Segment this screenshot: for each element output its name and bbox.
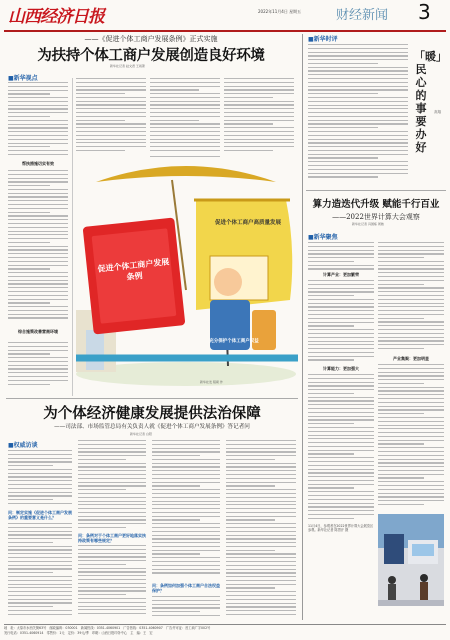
lower-text-col1-a — [8, 450, 72, 508]
computing-head-2: 计算能力：更加强大 — [323, 366, 359, 371]
lead-text-col3-a — [150, 78, 220, 156]
lower-question-3: 问：条例如何加强个体工商户合法权益保护？ — [152, 583, 220, 593]
lower-tag: ■权威访谈 — [8, 442, 38, 449]
computing-subtitle: ——2022世界计算大会观察 — [332, 213, 420, 221]
cartoon-banner-text: 充分保护个体工商户权益 — [209, 339, 259, 344]
lower-question-2: 问：条例对于个体工商户更好地落实扶持政策有哪些规定？ — [78, 533, 146, 543]
photo-caption: 11月4日，参观者在2022世界计算大会展览区参观。新华社记者 陈思汗 摄 — [308, 524, 374, 533]
editorial-cartoon — [76, 160, 298, 392]
lower-text-col2-b — [78, 545, 146, 619]
expo-photo — [378, 514, 444, 606]
cartoon-book-title: 促进个体工商户发展条例 — [97, 256, 170, 282]
lead-text-col1-a — [8, 82, 68, 160]
computing-head-3: 产业集聚：更加明显 — [393, 356, 429, 361]
lower-text-col1-b — [8, 523, 72, 619]
lead-text-col1-c — [8, 342, 68, 390]
photo-image — [378, 514, 444, 606]
lower-question-1: 问：制定实施《促进个体工商户发展条例》的重要意义是什么？ — [8, 510, 72, 520]
computing-tag: ■新华聚焦 — [308, 234, 338, 241]
right-section-rule — [306, 190, 446, 191]
lead-text-col1-b — [8, 170, 68, 325]
lower-text-col4 — [226, 440, 296, 620]
lower-subtitle: ——司法部、市场监管总局有关负责人就《促进个体工商户发展条例》答记者问 — [54, 424, 250, 430]
computing-head-1: 计算产业：更加繁荣 — [323, 272, 359, 277]
footer-line-2: 发行电话：0351-4060914 零售价：1元 定价：39元/季 印刷：山西日报印务中心 主 编：王 宏 — [4, 630, 153, 635]
computing-text-col2-b — [378, 364, 444, 512]
computing-text-col1-b — [308, 280, 374, 366]
lower-text-col2-a — [78, 440, 146, 532]
right-column-rule — [302, 34, 303, 620]
cartoon-credit: 新华社发 程硕 作 — [200, 380, 223, 384]
lower-text-col3-b — [152, 596, 220, 620]
issue-date: 2022年11月4日 星期五 — [258, 9, 302, 14]
lead-text-col2-a — [76, 78, 146, 156]
lead-text-col3-b — [150, 156, 220, 160]
commentary-title: 「暖」民心的事要办好 — [414, 50, 447, 154]
page-footer — [4, 624, 446, 635]
newspaper-logo: 山西经济日报 — [8, 7, 104, 27]
computing-headline: 算力造迭代升级 赋能千行百业 — [312, 199, 440, 210]
cartoon-sign-text: 促进个体工商户高质量发展 — [214, 220, 281, 226]
column-rule — [72, 78, 73, 396]
side-head-3: 综合施策改善营商环境 — [18, 329, 58, 334]
lead-text-col4-a — [224, 78, 294, 156]
computing-text-col2-a — [378, 242, 444, 354]
commentary-text — [308, 44, 408, 184]
side-head-1: 帮扶措施切实有效 — [22, 161, 54, 166]
page-number: 3 — [418, 0, 431, 24]
lower-byline: 新华社记者 白阳 — [130, 432, 152, 436]
lead-headline: 为扶持个体工商户发展创造良好环境 — [37, 47, 265, 64]
lead-tag: ■新华视点 — [8, 75, 38, 82]
footer-line-1: 地 址：太原市水西关街63号 邮政编码：030001 新闻热线：0351-4060901 广告热线：0351-4060907 广告许可证：晋工商广字002号 — [4, 626, 211, 630]
commentary-tag: ■新华时评 — [308, 36, 338, 43]
section-name: 财经新闻 — [336, 8, 389, 23]
computing-text-col1-a — [308, 242, 374, 272]
lead-kicker: ——《促进个体工商户发展条例》正式实施 — [84, 35, 218, 43]
section-rule — [6, 398, 298, 399]
lead-byline: 新华社记者 赵文君 王雨萧 — [110, 64, 145, 68]
computing-byline: 新华社记者 冯国栋 周勉 — [352, 222, 384, 226]
computing-text-col1-c — [308, 374, 374, 522]
lower-text-col3 — [152, 440, 220, 580]
commentary-author: 高翔 — [434, 110, 441, 114]
lower-headline: 为个体经济健康发展提供法治保障 — [43, 405, 261, 422]
